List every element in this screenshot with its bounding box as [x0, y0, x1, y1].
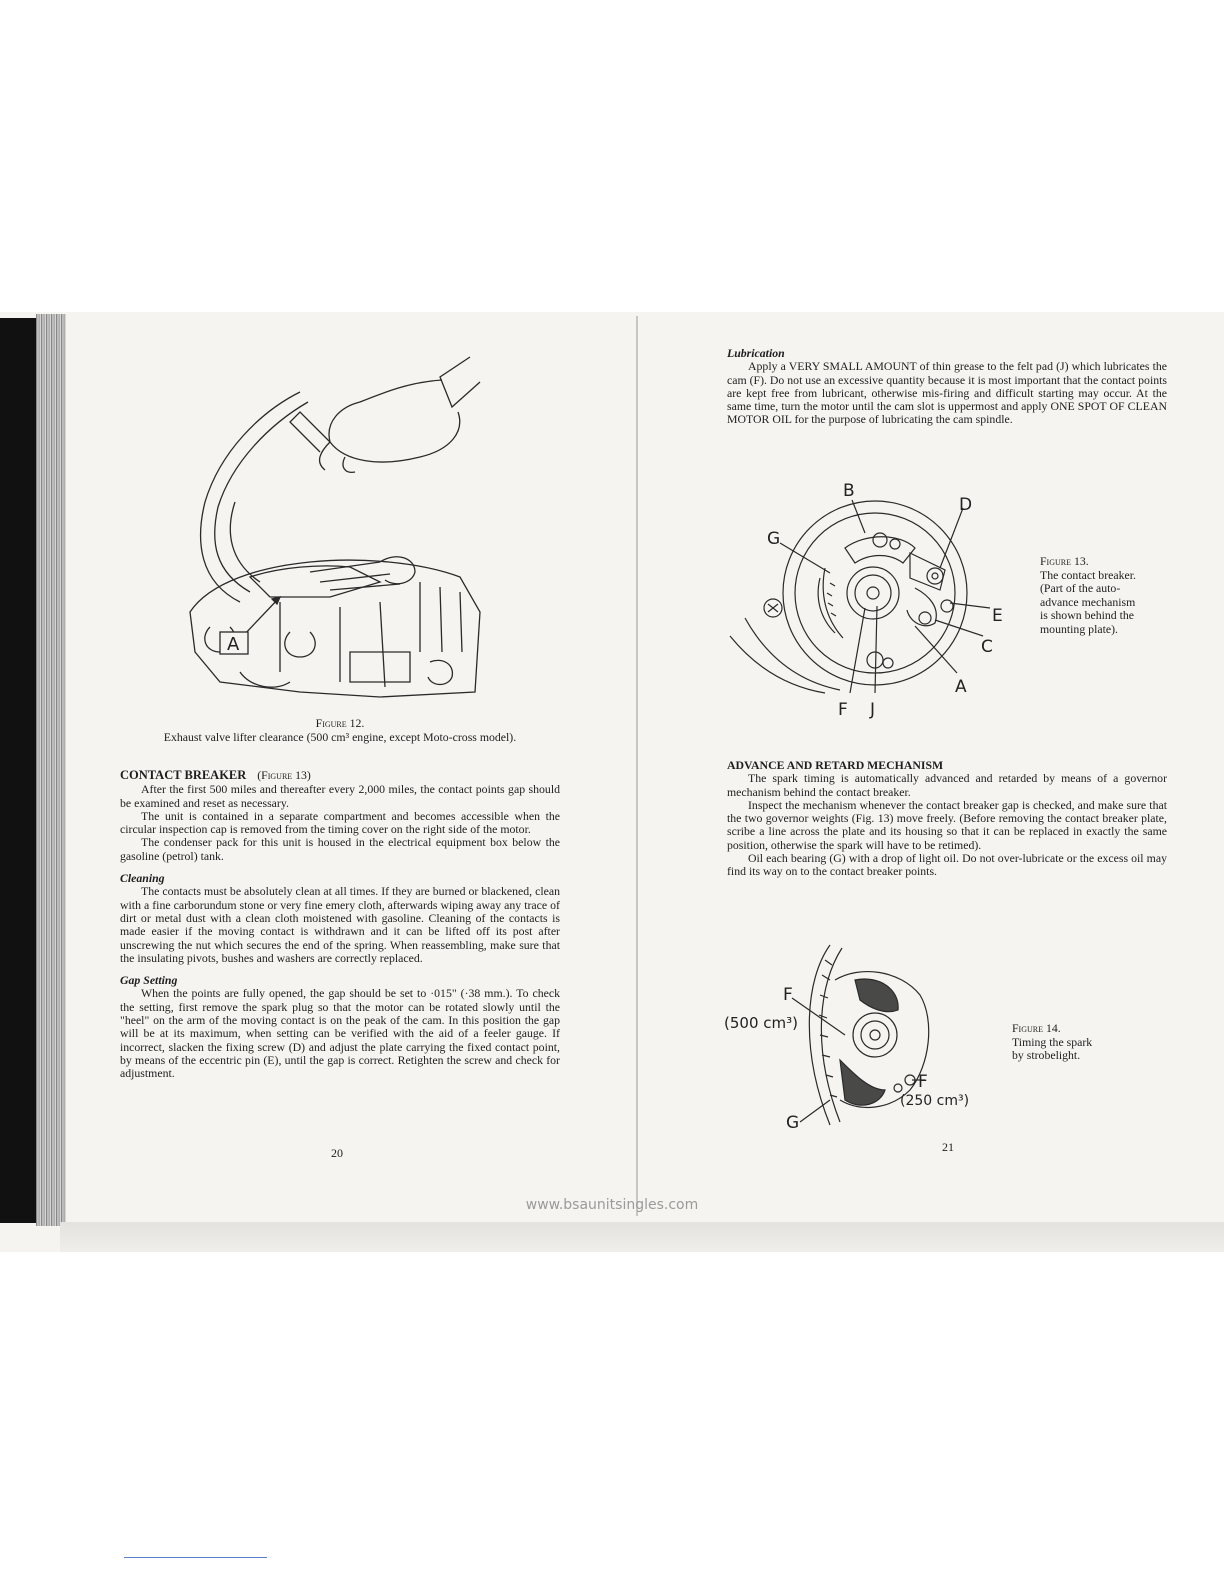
contact-breaker-paragraph-2: The unit is contained in a separate compartment and becomes accessible when the circular inspection cap is removed from the timing cover on the right side of the motor.: [120, 808, 560, 837]
figure-13-caption-title: Figure 13.: [1040, 554, 1089, 568]
page-edges: [36, 314, 66, 1226]
page-shadow: [60, 1222, 1224, 1252]
figure-13-label-f: F: [838, 700, 848, 720]
figure-13-label-d: D: [959, 495, 973, 515]
figure-14-caption-line-2: by strobelight.: [1012, 1048, 1081, 1062]
advance-retard-heading: ADVANCE AND RETARD MECHANISM: [727, 758, 944, 772]
figure-12-label-a: A: [227, 634, 240, 655]
figure-14-label-f-250: F: [918, 1072, 928, 1092]
lubrication-heading: Lubrication: [727, 346, 785, 360]
figure-13-label-a: A: [955, 677, 967, 697]
figure-14-label-g: G: [786, 1113, 800, 1130]
contact-breaker-figure-ref: (Figure 13): [257, 768, 311, 782]
figure-14-label-250cc: (250 cm³): [900, 1093, 970, 1109]
figure-14-caption: [1012, 1022, 1162, 1063]
contact-breaker-paragraph-1: After the first 500 miles and thereafter every 2,000 miles, the contact points gap should be examined and reset as necessary.: [120, 782, 560, 810]
figure-14-label-500cc: (500 cm³): [724, 1014, 798, 1032]
figure-13-label-j: J: [870, 700, 876, 720]
lubrication-section: [727, 347, 1167, 427]
cleaning-heading: Cleaning: [120, 871, 165, 886]
advance-retard-section: [727, 759, 1167, 879]
advance-retard-paragraph-3: Oil each bearing (G) with a drop of light oil. Do not over-lubricate or the excess oil may find its way on to the contact breaker points.: [727, 851, 1167, 879]
figure-13-caption-line-4: is shown behind the: [1040, 608, 1135, 622]
figure-13-label-b: B: [843, 481, 855, 501]
advance-retard-paragraph-1: The spark timing is automatically advanced and retarded by means of a governor mechanism behind the contact breaker.: [727, 771, 1167, 799]
figure-12-illustration: [180, 352, 500, 712]
figure-14-illustration: [720, 940, 990, 1130]
figure-13-illustration: [725, 478, 1025, 723]
figure-13-caption-line-1: The contact breaker.: [1040, 567, 1136, 582]
figure-14-caption-title: Figure 14.: [1012, 1021, 1061, 1035]
figure-12-caption-title: Figure 12.: [315, 716, 365, 730]
contact-breaker-heading: CONTACT BREAKER: [120, 768, 247, 782]
gap-setting-text: When the points are fully opened, the gap should be set to ·015" (·38 mm.). To check the setting, first remove the spark plug so that the motor can be rotated slowly until the "heel" on the arm of the moving contact is on the peak of the cam. In this position the gap will be at its maximum, when setting can be verified with the aid of a feeler gauge. If incorrect, slacken the fixing screw (D) and adjust the plate carrying the fixed contact point, by means of the eccentric pin (E), until the gap is correct. Retighten the screw and check for adjustment.: [120, 986, 560, 1081]
advance-retard-paragraph-2: Inspect the mechanism whenever the contact breaker gap is checked, and make sure that the two governor weights (Fig. 13) move freely. (Before removing the contact breaker plate, scribe a line across the plate and its housing so that it can be replaced in exactly the same position, otherwise the spark will have to be retimed).: [727, 797, 1167, 852]
page-number-left: 20: [331, 1146, 343, 1160]
figure-12-caption: [120, 717, 560, 744]
figure-12-caption-text: Exhaust valve lifter clearance (500 cm³ engine, except Moto-cross model).: [163, 729, 517, 744]
figure-13-label-e: E: [992, 606, 1003, 626]
gap-setting-heading: Gap Setting: [120, 973, 178, 988]
figure-13-label-c: C: [981, 637, 993, 657]
lubrication-text: Apply a VERY SMALL AMOUNT of thin grease to the felt pad (J) which lubricates the cam (F). Do not use an excessive quantity because it is most important that the contact points are kept free from lubricant, otherwise mis-firing and difficult starting may occur. At the same time, turn the motor until the cam slot is uppermost and apply ONE SPOT OF CLEAN MOTOR OIL for the purpose of lubricating the cam spindle.: [727, 359, 1167, 427]
cleaning-text: The contacts must be absolutely clean at all times. If they are burned or blackened, clean with a fine carborundum stone or very fine emery cloth, afterwards wiping away any trace of dirt or metal dust with a clean cloth moistened with gasoline. Cleaning of the contacts is made easier if the moving contact is withdrawn and it can be lifted off its post after unscrewing the nut which secures the end of the spring. When reassembling, make sure that the insulating pivots, bushes and washers are correctly replaced.: [120, 884, 560, 965]
watermark-url: www.bsaunitsingles.com: [525, 1197, 699, 1213]
page-number-right: 21: [942, 1140, 954, 1154]
figure-13-caption-line-5: mounting plate).: [1040, 621, 1118, 636]
figure-13-caption-line-3: advance mechanism: [1040, 594, 1136, 609]
figure-13-label-g: G: [767, 529, 781, 549]
center-gutter: [636, 316, 638, 1216]
figure-13-caption-line-2: (Part of the auto-: [1040, 581, 1121, 595]
figure-13-caption: [1040, 555, 1165, 636]
book-spine: [0, 318, 36, 1223]
contact-breaker-section: [120, 769, 560, 1081]
bottom-rule: [124, 1557, 267, 1558]
figure-14-label-f-500: F: [783, 985, 793, 1005]
contact-breaker-paragraph-3: The condenser pack for this unit is housed in the electrical equipment box below the gasoline (petrol) tank.: [120, 835, 560, 863]
figure-14-caption-line-1: Timing the spark: [1012, 1034, 1093, 1049]
